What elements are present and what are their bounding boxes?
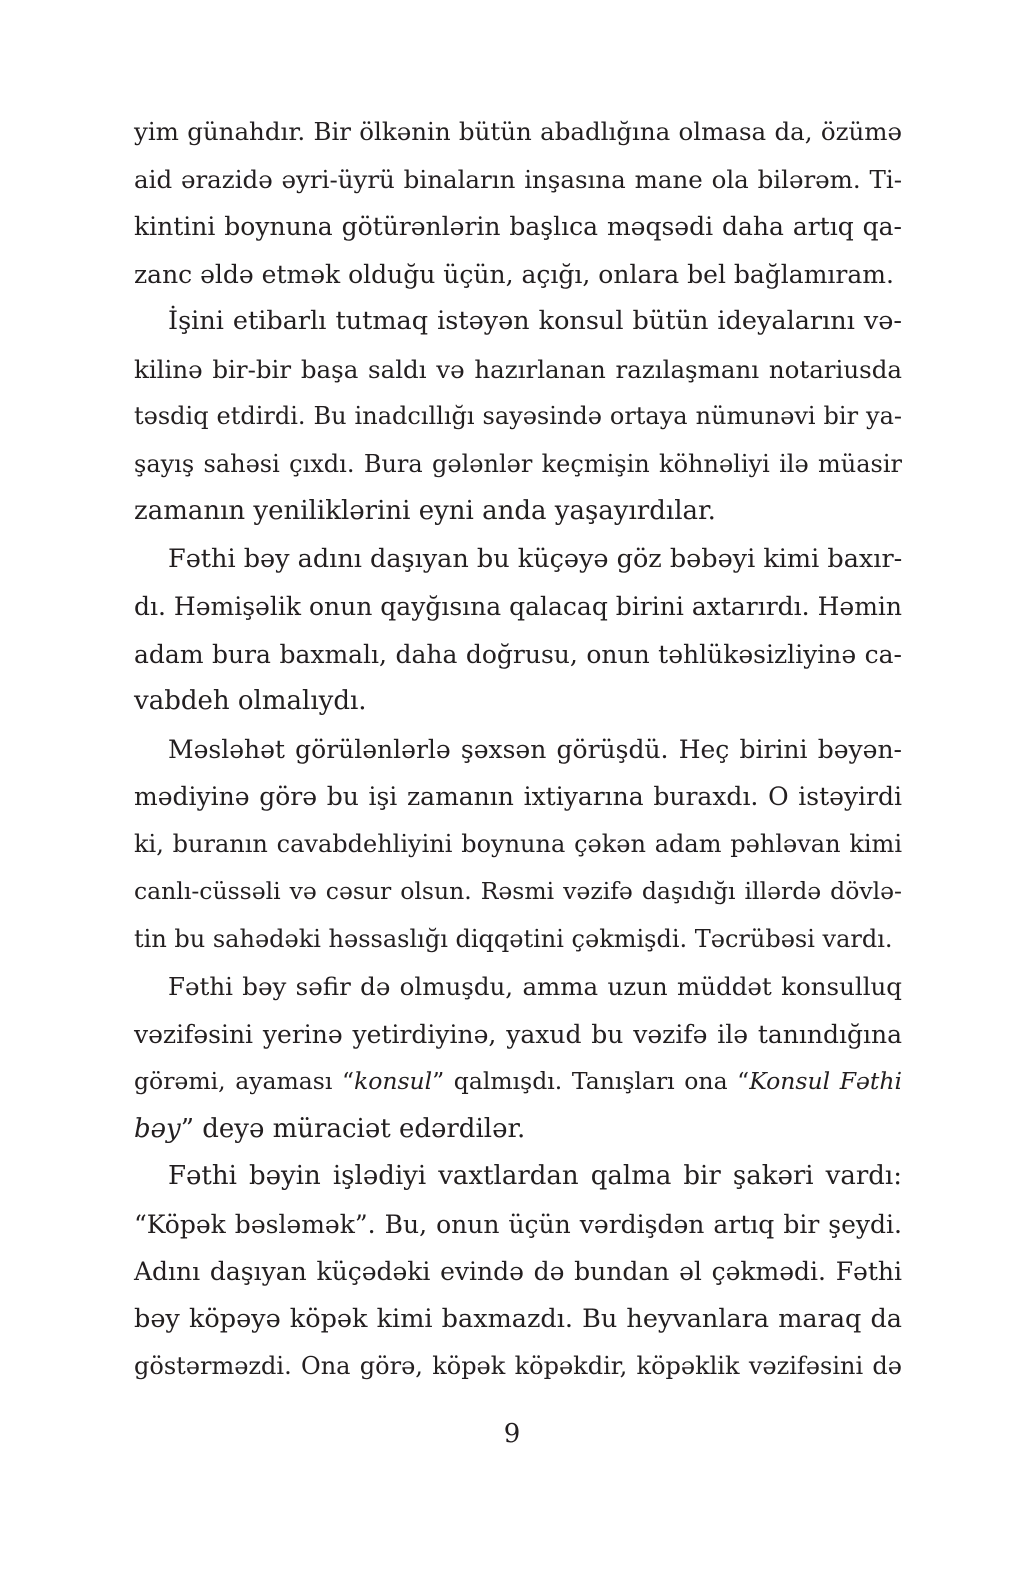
text-line: kilinə bir-bir başa saldı və hazırlanan razılaşmanı notariusda	[134, 354, 902, 384]
text-line: aid ərazidə əyri-üyrü binaların inşasına mane ola bilərəm. Ti-	[134, 164, 902, 194]
text-line: təsdiq etdirdi. Bu inadcıllığı sayəsində ortaya nümunəvi bir ya-	[134, 402, 902, 430]
text-line: dı. Həmişəlik onun qayğısına qalacaq birini axtarırdı. Həmin	[134, 592, 902, 621]
paragraph-2	[134, 298, 902, 536]
text-line: tin bu sahədəki həssaslığı diqqətini çəkmişdi. Təcrübəsi vardı.	[134, 924, 893, 953]
text-line: vabdeh olmalıydı.	[134, 686, 367, 716]
italic-run: Konsul Fəthi	[749, 1067, 902, 1095]
paragraph-4	[134, 726, 902, 964]
text-line: zamanın yeniliklərini eyni anda yaşayırdılar.	[134, 496, 716, 526]
text-run: görəmi, ayaması “	[134, 1067, 354, 1095]
text-line: “Köpək bəsləmək”. Bu, onun üçün vərdişdən artıq bir şeydi.	[134, 1209, 902, 1239]
text-line: Adını daşıyan küçədəki evində də bundan əl çəkmədi. Fəthi	[134, 1257, 902, 1286]
text-line: adam bura baxmalı, daha doğrusu, onun təhlükəsizliyinə ca-	[134, 639, 902, 669]
paragraph-1	[134, 108, 902, 298]
page-number: 9	[503, 1419, 521, 1449]
text-line: zanc əldə etmək olduğu üçün, açığı, onlara bel bağlamıram.	[134, 259, 894, 289]
text-line: ki, buranın cavabdehliyini boynuna çəkən adam pəhləvan kimi	[134, 829, 902, 858]
italic-run: konsul	[353, 1067, 433, 1095]
paragraph-6	[134, 1153, 902, 1391]
text-line-rich	[134, 1058, 902, 1106]
text-line: kintini boynuna götürənlərin başlıca məqsədi daha artıq qa-	[134, 212, 902, 241]
text-line: göstərməzdi. Ona görə, köpək köpəkdir, köpəklik vəzifəsini də	[134, 1352, 902, 1380]
text-run: ” qalmışdı. Tanışları ona “	[432, 1067, 750, 1095]
paragraph-5	[134, 963, 902, 1153]
page-body	[134, 108, 902, 1391]
text-run: ” deyə müraciət edərdilər.	[180, 1113, 526, 1144]
text-line: Fəthi bəyin işlədiyi vaxtlardan qalma bir şakəri vardı:	[168, 1161, 902, 1191]
text-line: vəzifəsini yerinə yetirdiyinə, yaxud bu vəzifə ilə tanındığına	[134, 1019, 902, 1049]
paragraph-3	[134, 536, 902, 726]
text-line: şayış sahəsi çıxdı. Bura gələnlər keçmişin köhnəliyi ilə müasir	[134, 449, 902, 478]
text-line: Fəthi bəy adını daşıyan bu küçəyə göz bəbəyi kimi baxır-	[168, 543, 903, 574]
text-line: Məsləhət görülənlərlə şəxsən görüşdü. Heç birini bəyən-	[168, 734, 902, 764]
text-line: mədiyinə görə bu işi zamanın ixtiyarına buraxdı. O istəyirdi	[134, 782, 902, 811]
text-line: Fəthi bəy səfir də olmuşdu, amma uzun müddət konsulluq	[168, 972, 902, 1001]
text-line: canlı-cüssəli və cəsur olsun. Rəsmi vəzifə daşıdığı illərdə dövlə-	[134, 877, 902, 905]
text-line: yim günahdır. Bir ölkənin bütün abadlığına olmasa da, özümə	[134, 117, 902, 146]
text-line: İşini etibarlı tutmaq istəyən konsul bütün ideyalarını və-	[168, 306, 902, 336]
text-line: bəy köpəyə köpək kimi baxmazdı. Bu heyvanlara maraq da	[134, 1303, 902, 1334]
text-line-rich	[134, 1106, 902, 1154]
italic-run: bəy	[134, 1113, 181, 1144]
